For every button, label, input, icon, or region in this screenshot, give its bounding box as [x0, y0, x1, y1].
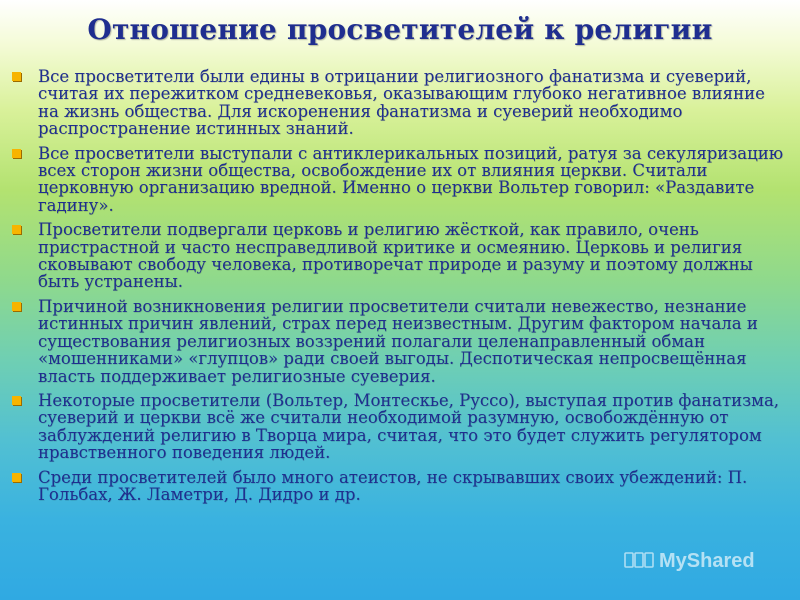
- slide-title: Отношение просветителей к религии: [87, 13, 713, 46]
- list-item-text: Среди просветителей было много атеистов, не скрывавших своих убеждений: П. Гольбах, Ж. Ламетри, Д. Дидро и др.: [38, 467, 748, 504]
- square-bullet-icon: [12, 396, 21, 405]
- list-item-text: Некоторые просветители (Вольтер, Монтескье, Руссо), выступая против фанатизма, суеверий и церкви всё же считали необходимой разумную, освобождённую от заблуждений религию в Творца мира, считая, что это будет служить регулятором нравственного поведения людей.: [38, 390, 780, 463]
- list-item-text: Все просветители были едины в отрицании религиозного фанатизма и суеверий, считая их пережитком средневековья, оказывающим глубоко негативное влияние на жизнь общества. Для искоренения фанатизма и суеверий необходимо распространение истинных знаний.: [38, 67, 765, 139]
- list-item: [12, 392, 790, 462]
- list-item-text: Причиной возникновения религии просветители считали невежество, незнание истинных причин явлений, страх перед неизвестным. Другим фактором начала и существования религиозных воззрений полагали целенаправленный обман «мошенниками» «глупцов» ради своей выгоды. Деспотическая непросвещённая власть поддерживает религиозные суеверия.: [38, 296, 758, 386]
- square-bullet-icon: [12, 473, 21, 482]
- square-bullet-icon: [12, 72, 21, 81]
- list-item: [12, 145, 790, 215]
- list-item-text: Все просветители выступали с антиклерикальных позиций, ратуя за секуляризацию всех сторон жизни общества, освобождение их от влияния церкви. Считали церковную организацию вредной. Именно о церкви Вольтер говорил: «Раздавите гадину».: [38, 143, 784, 215]
- list-item: [12, 298, 790, 385]
- list-item-text: Просветители подвергали церковь и религию жёсткой, как правило, очень пристрастной и часто несправедливой критике и осмеянию. Церковь и религия сковывают свободу человека, противоречат природе и разуму и поэтому должны быть устранены.: [38, 220, 753, 292]
- square-bullet-icon: [12, 302, 21, 311]
- myshared-logo-icon: [623, 544, 773, 576]
- bullet-list: [12, 68, 790, 510]
- watermark-label: MyShared: [659, 550, 755, 572]
- list-item: [12, 68, 790, 138]
- square-bullet-icon: [12, 225, 21, 234]
- square-bullet-icon: [12, 149, 21, 158]
- list-item: [12, 469, 790, 504]
- list-item: [12, 221, 790, 291]
- myshared-watermark: [623, 544, 773, 576]
